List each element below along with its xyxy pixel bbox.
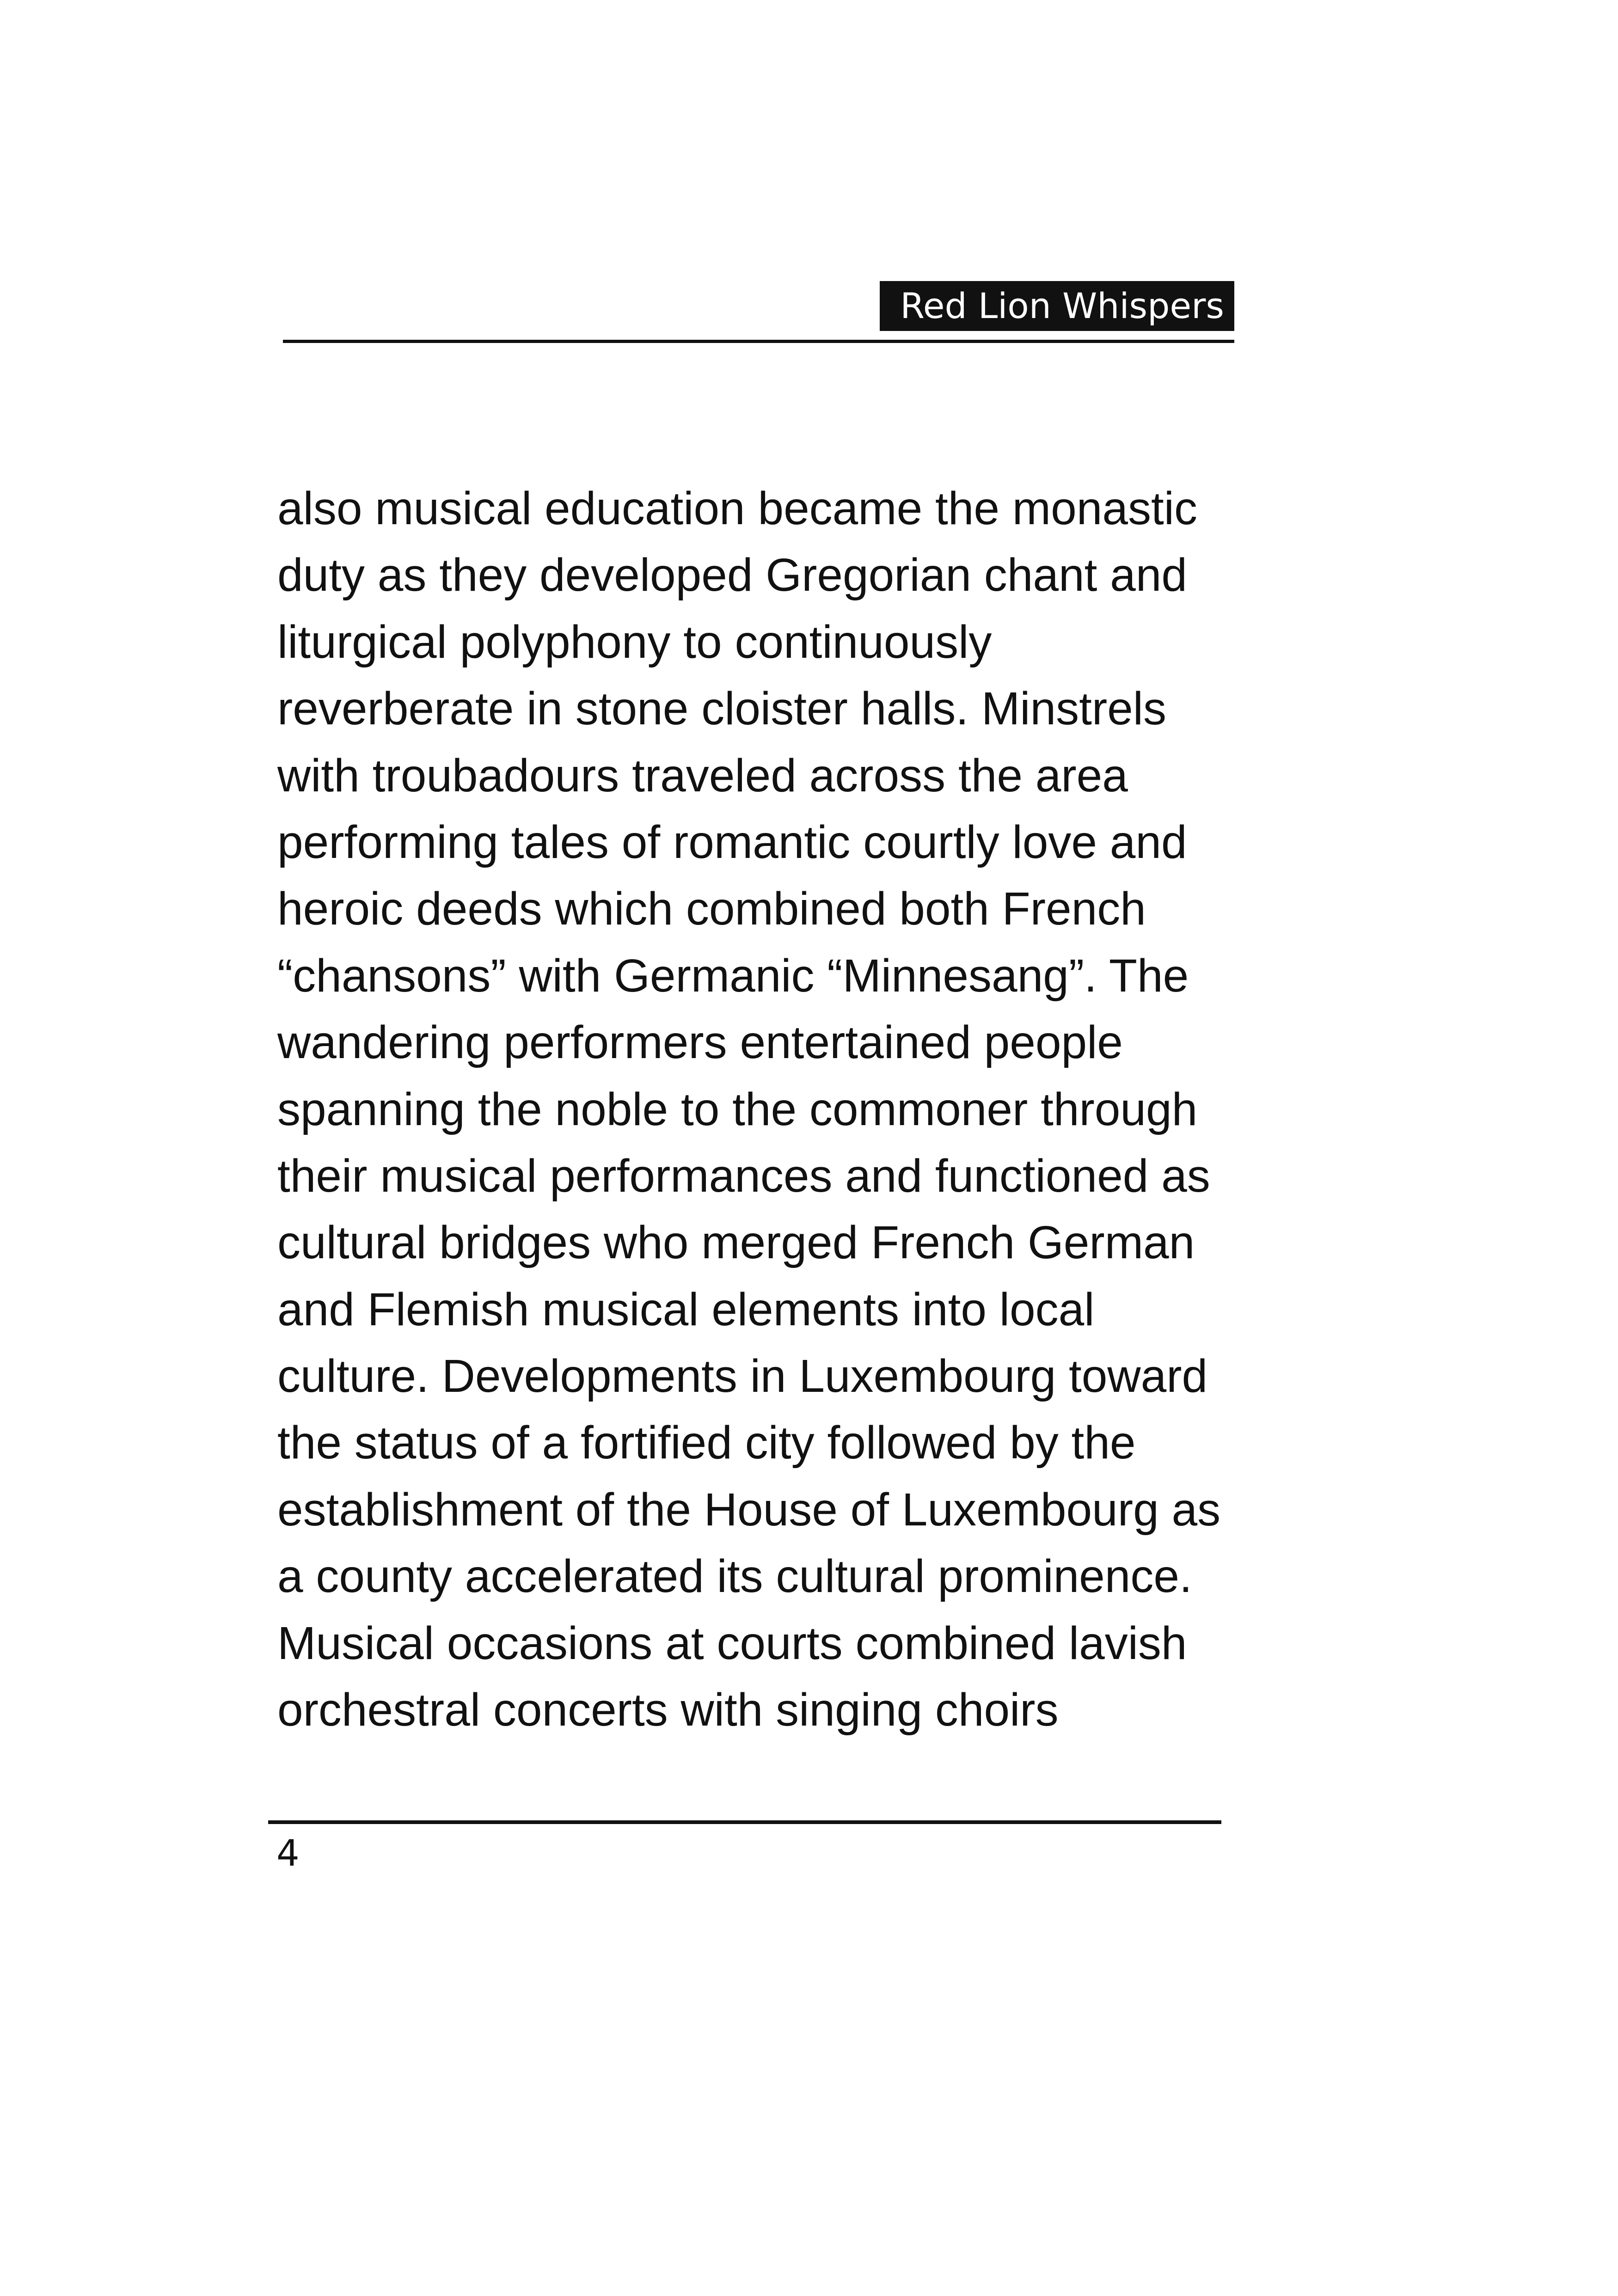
text-line: the status of a fortified city followed by the [277, 1417, 1136, 1469]
text-line: cultural bridges who merged French German [277, 1217, 1195, 1269]
running-header-title: Red Lion Whispers [880, 281, 1234, 331]
text-line: orchestral concerts with singing choirs [277, 1684, 1059, 1736]
page-number: 4 [276, 1833, 300, 1874]
text-line: performing tales of romantic courtly love and [277, 816, 1187, 868]
text-line: liturgical polyphony to continuously [277, 616, 992, 668]
text-line: culture. Developments in Luxembourg toward [277, 1350, 1208, 1402]
text-line: spanning the noble to the commoner through [277, 1083, 1198, 1135]
text-line: a county accelerated its cultural prominence. [277, 1550, 1192, 1603]
footer-rule [268, 1820, 1221, 1824]
text-line: duty as they developed Gregorian chant and [277, 549, 1188, 601]
text-line: their musical performances and functioned as [277, 1150, 1210, 1202]
text-line: heroic deeds which combined both French [277, 883, 1146, 935]
text-line: “chansons” with Germanic “Minnesang”. The [277, 949, 1189, 1002]
text-line: reverberate in stone cloister halls. Minstrels [277, 683, 1166, 735]
text-line: also musical education became the monastic [277, 483, 1197, 534]
running-header [277, 277, 1234, 347]
text-line: Musical occasions at courts combined lavish [277, 1617, 1187, 1669]
text-line: establishment of the House of Luxembourg as [277, 1483, 1221, 1536]
text-line: wandering performers entertained people [277, 1016, 1123, 1069]
text-line: and Flemish musical elements into local [277, 1283, 1095, 1335]
header-rule [283, 340, 1234, 343]
text-line: with troubadours traveled across the area [277, 749, 1128, 802]
body-text [277, 475, 1234, 1743]
